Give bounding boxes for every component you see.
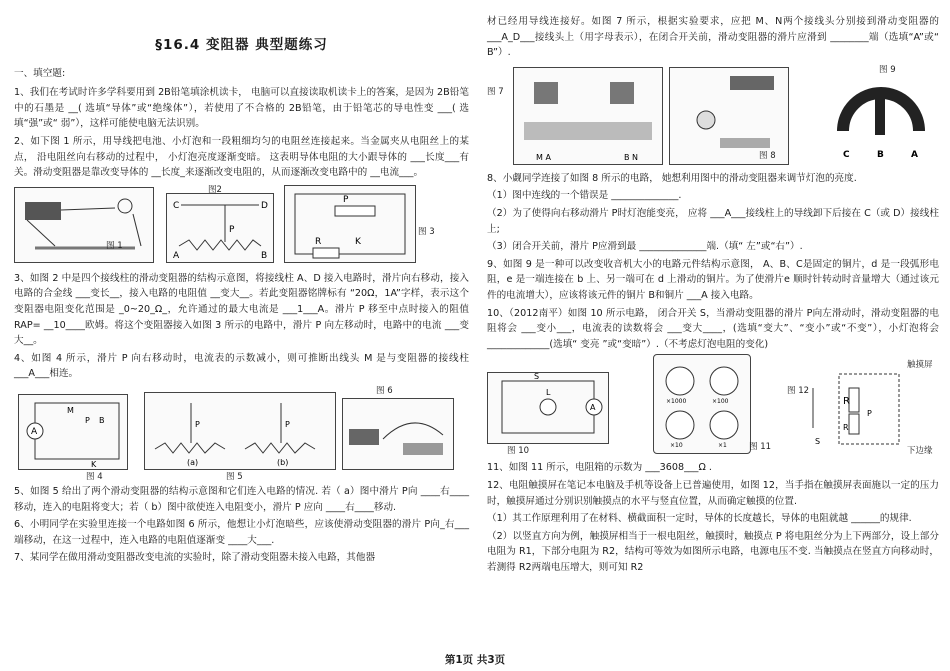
figure-1: [14, 187, 154, 263]
svg-text:B N: B N: [624, 152, 639, 162]
question-8-part3: （3）闭合开关前，滑片 P应滑到最 ______________端.（填“ 左”或“右”）.: [487, 241, 803, 253]
figure-10: [487, 372, 609, 444]
touch-screen-circuit-icon: [809, 368, 903, 448]
svg-text:(b): (b): [277, 457, 289, 467]
svg-text:P: P: [85, 415, 90, 425]
potentiometer-icon: [829, 77, 933, 163]
svg-text:C: C: [843, 149, 850, 160]
figure-11: [653, 354, 751, 454]
question-3: 3、如图 2 中是四个接线柱的滑动变阻器的结构示意图，将接线柱 A、D 接入电路时，滑片向右移动，接入电路的合金线 ___变长__，接入电路的电阻值 __变大__。若此变阻器铭牌标有 “20Ω，1A”字样，表示这个变阻器电阻变化范围是 _0~20_Ω_，允许通过的最大电流是 ___1___A。滑片 P 移至中点时接入的阻值 RAP= __10____欧姆。将这个变阻器接入如图 3 所示的电路中，滑片 P 向左移动时，电路中的电流 ___变大__。: [14, 272, 469, 347]
circuit-diagram-icon: [285, 186, 415, 262]
svg-text:K: K: [355, 236, 361, 247]
figure-6: [342, 398, 454, 470]
svg-text:×1000: ×1000: [666, 398, 687, 406]
svg-text:D: D: [261, 200, 268, 211]
svg-text:(a): (a): [187, 457, 199, 467]
lamp-rheostat-photo-icon: [343, 399, 453, 469]
fig7-caption: 图 7: [487, 86, 504, 97]
svg-text:B: B: [261, 250, 268, 261]
figure-3: [284, 185, 416, 263]
figure-9: [829, 77, 933, 163]
svg-text:S: S: [534, 373, 540, 382]
svg-text:P: P: [867, 409, 872, 419]
figure-12: [809, 368, 903, 448]
fig11-caption: 图 11: [749, 442, 772, 453]
svg-text:R: R: [843, 396, 850, 408]
question-6: 6、小明同学在实验里连接一个电路如图 6 所示，他想让小灯泡暗些，应该使滑动变阻器的滑片 P向_右___端移动，在这一过程中，连入电路的电阻值逐渐变 ____大___.: [14, 519, 469, 546]
svg-text:P: P: [229, 224, 235, 235]
question-8-part1: （1）图中连线的一个错误是 ______________.: [487, 190, 682, 202]
svg-text:B: B: [99, 415, 105, 425]
question-8: 8、小觑同学连接了如图 8 所示的电路， 她想利用图中的滑动变阻器来调节灯泡的亮度.: [487, 172, 857, 184]
bottom-edge-label: 下边缘: [907, 446, 933, 457]
fig10-caption: 图 10: [507, 446, 530, 457]
touch-screen-label: 触摸屏: [907, 360, 933, 371]
svg-text:P: P: [285, 419, 290, 429]
svg-text:×100: ×100: [712, 398, 729, 406]
svg-text:P: P: [343, 194, 349, 205]
lamp-ammeter-circuit-icon: [488, 373, 608, 443]
figure-row-1-3: [14, 183, 469, 267]
fig5-caption: 图 5: [226, 471, 243, 482]
section-heading: 一、填空题:: [14, 67, 66, 79]
lab-apparatus-icon: [514, 68, 662, 164]
svg-text:A: A: [911, 149, 918, 160]
right-column: [487, 0, 939, 577]
question-11: 11、如图 11 所示，电阻箱的示数为 ___3608___Ω .: [487, 462, 712, 474]
figure-row-7-9: [487, 63, 939, 167]
question-12-part2: （2）以竖直方向为例，触摸屏相当于一根电阻丝，触摸时，触摸点 P 将电阻丝分为上下两部分，设上部分电阻为 R1，下部分电阻为 R2，结构可等效为如图所示电路，电源电压不变. 当触摸点在竖直方向移动时，若测得 R2两端电压增大，则可知 R2: [487, 530, 939, 573]
fig8-caption: 图 8: [759, 150, 776, 161]
question-5: 5、如图 5 给出了两个滑动变阻器的结构示意图和它们连入电路的情况. 若（ a）图中滑片 P向 ____右____移动，连入的电阻将变大；若（ b）图中欲使连入电阻变小，滑片 P 应向 ____右____移动.: [14, 485, 469, 513]
figure-5: [144, 392, 336, 470]
two-rheostats-icon: [145, 393, 335, 469]
battery-bulb-wire-icon: [15, 188, 153, 262]
svg-text:×1: ×1: [718, 442, 727, 450]
page-title: §16.4 变阻器 典型题练习: [155, 37, 328, 53]
figure-4: [18, 394, 128, 470]
left-column: [14, 0, 469, 568]
question-1: 1、我们在考试时许多学科要用到 2B铅笔填涂机读卡， 电脑可以直接读取机读卡上的答案，是因为 2B铅笔中的石墨是 __( 选填“导体”或“绝缘体”），若使用了不合格的 2B铅笔，由于铅笔芯的导电性变 ___( 选填“强”或“ 弱”），这样可能使电脑无法识别。: [14, 87, 469, 130]
question-8-part2: （2）为了使得向右移动滑片 P时灯泡能变亮， 应将 ___A___接线柱上的导线卸下后接在 C（或 D）接线柱上;: [487, 207, 939, 235]
svg-text:K: K: [91, 459, 97, 469]
figure-2: [166, 193, 274, 263]
fig3-caption: 图 3: [418, 226, 435, 237]
svg-text:A: A: [31, 426, 38, 437]
rheostat-diagram-icon: [167, 194, 273, 262]
fig1-caption: 图 1: [106, 240, 123, 251]
svg-text:C: C: [173, 200, 180, 211]
figure-row-10-12: [487, 354, 939, 456]
fig12-caption: 图 12: [787, 386, 810, 397]
question-12-part1: （1）其工作原理利用了在材料、横截面积一定时，导体的长度越长，导体的电阻就越 ______的规律.: [487, 513, 912, 525]
svg-text:R: R: [315, 236, 322, 247]
resistance-box-icon: [654, 355, 750, 453]
question-2: 2、如下图 1 所示，用导线把电池、小灯泡和一段粗细均匀的电阻丝连接起来。当金属夹从电阻丝上的某点， 沿电阻丝向右移动的过程中， 小灯泡亮度逐渐变暗。 这表明导体电阻的大小跟导体的 ___长度___有关。滑动变阻器是靠改变导体的 __长度_来逐渐改变电阻的，从而逐渐改变电路中的 __电流___。: [14, 135, 469, 179]
ammeter-circuit-icon: [19, 395, 127, 469]
fig6-caption: 图 6: [376, 385, 393, 396]
svg-text:M A: M A: [536, 152, 551, 162]
svg-text:S: S: [815, 437, 821, 447]
question-7-continued: 材已经用导线连接好。如图 7 所示，根据实验要求，应把 M、N两个接线头分别接到滑动变阻器的 ___A_D___接线头上（用字母表示），在闭合开关前，滑动变阻器的滑片应滑到 ________端（选填“A”或“ B”）.: [487, 16, 939, 59]
question-9: 9、如图 9 是一种可以改变收音机大小的电路元件结构示意图， A、B、C是固定的铜片，d 是一段弧形电阻，e 是一端连接在 b 上、另一端可在 d 上滑动的铜片。为了使滑片e 顺时针转动时音量增大（通过该元件的电流增大），应该将该元件的铜片 B和铜片 ___A 接入电路。: [487, 258, 939, 301]
fig9-caption: 图 9: [879, 64, 896, 75]
question-10: 10、（2012南平）如图 10 所示电路， 闭合开关 S，当滑动变阻器的滑片 P向左滑动时，滑动变阻器的电阻将会 ___变小___，电流表的读数将会 ___变大____，(选填“变大”、“变小”或“不变”），小灯泡将会 _____________(选填“ 变亮 ”或“变暗”）.（不考虑灯泡电阻的变化): [487, 307, 939, 350]
svg-text:A: A: [590, 403, 596, 413]
svg-text:A: A: [173, 250, 180, 261]
fig2-caption: 图2: [208, 184, 222, 195]
fig4-caption: 图 4: [86, 471, 103, 482]
question-7-start: 7、某同学在做用滑动变阻器改变电流的实验时，除了滑动变阻器未接入电路，其他器: [14, 552, 376, 564]
page-footer: 第1页 共3页: [444, 654, 506, 667]
svg-text:L: L: [546, 388, 551, 398]
svg-text:R: R: [843, 423, 849, 433]
question-4: 4、如图 4 所示，滑片 P 向右移动时，电流表的示数减小，则可推断出线头 M 是与变阻器的接线柱 ___A___相连。: [14, 352, 469, 380]
figure-row-4-6: [14, 384, 469, 480]
figure-7: [513, 67, 663, 165]
question-12: 12、电阻触摸屏在笔记本电脑及手机等设备上已普遍使用，如图 12，当手指在触摸屏表面施以一定的压力时，触摸屏通过分别识别触摸点的水平与竖直位置，从而确定触摸的位置.: [487, 479, 939, 507]
svg-text:×10: ×10: [670, 442, 683, 450]
svg-text:B: B: [877, 149, 884, 160]
svg-text:P: P: [195, 419, 200, 429]
svg-text:M: M: [67, 405, 74, 415]
